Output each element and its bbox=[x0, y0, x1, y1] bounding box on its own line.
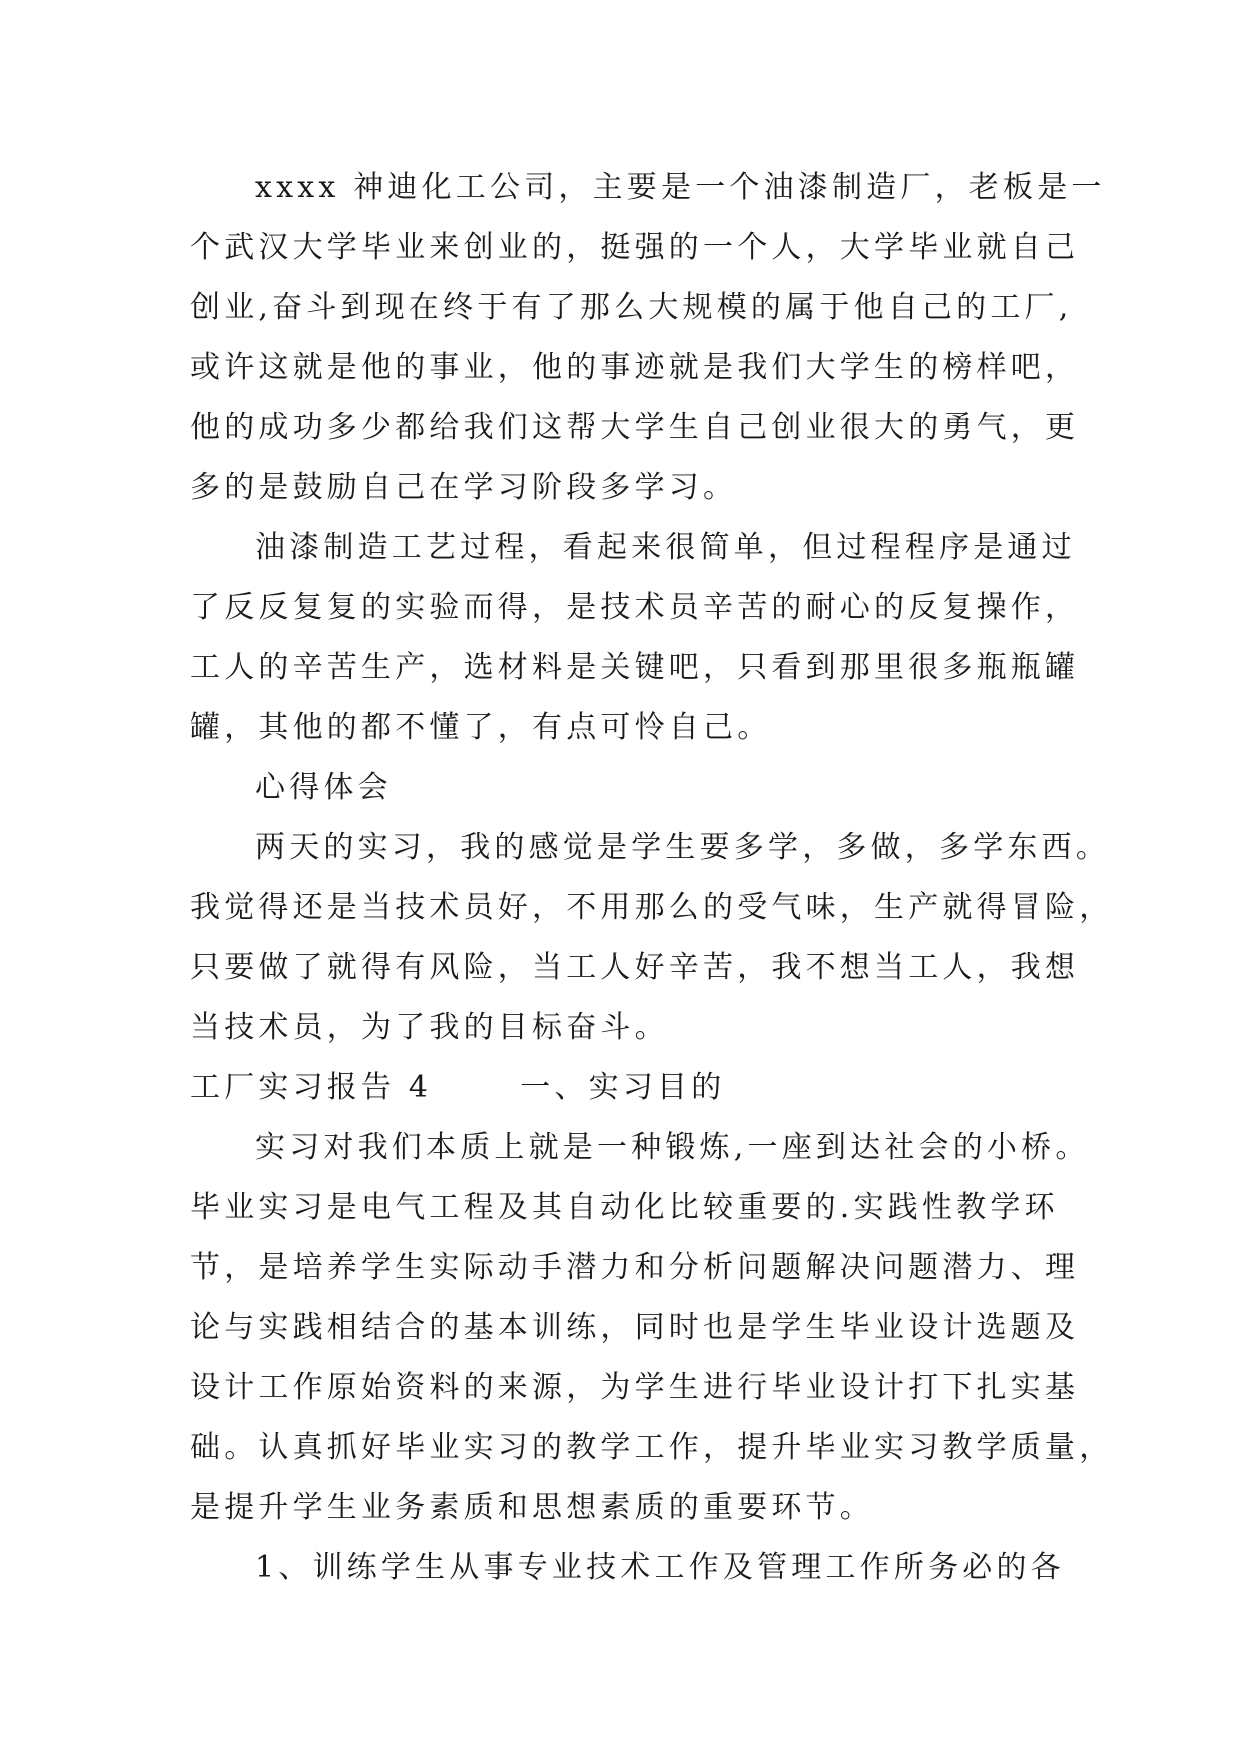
paragraph-line: xxxx 神迪化工公司，主要是一个油漆制造厂，老板是一 bbox=[255, 170, 1106, 205]
paragraph-line: 工人的辛苦生产，选材料是关键吧，只看到那里很多瓶瓶罐 bbox=[190, 650, 1080, 685]
paragraph-line: 创业,奋斗到现在终于有了那么大规模的属于他自己的工厂, bbox=[190, 290, 1073, 325]
report-title: 工厂实习报告 4 bbox=[190, 1070, 433, 1105]
paragraph-line: 设计工作原始资料的来源，为学生进行毕业设计打下扎实基 bbox=[190, 1370, 1080, 1405]
paragraph-line: 节，是培养学生实际动手潜力和分析问题解决问题潜力、理 bbox=[190, 1250, 1080, 1285]
paragraph-line: 两天的实习，我的感觉是学生要多学，多做，多学东西。 bbox=[255, 830, 1110, 865]
paragraph-line: 多的是鼓励自己在学习阶段多学习。 bbox=[190, 470, 738, 505]
list-item: 1、训练学生从事专业技术工作及管理工作所务必的各 bbox=[255, 1550, 1065, 1585]
paragraph-line: 罐，其他的都不懂了，有点可怜自己。 bbox=[190, 710, 772, 745]
paragraph-line: 是提升学生业务素质和思想素质的重要环节。 bbox=[190, 1490, 874, 1525]
subheading: 心得体会 bbox=[255, 770, 392, 805]
paragraph-line: 他的成功多少都给我们这帮大学生自己创业很大的勇气，更 bbox=[190, 410, 1080, 445]
paragraph-line: 论与实践相结合的基本训练，同时也是学生毕业设计选题及 bbox=[190, 1310, 1080, 1345]
paragraph-line: 我觉得还是当技术员好，不用那么的受气味，生产就得冒险， bbox=[190, 890, 1114, 925]
paragraph-line: 当技术员，为了我的目标奋斗。 bbox=[190, 1010, 669, 1045]
paragraph-line: 个武汉大学毕业来创业的，挺强的一个人，大学毕业就自己 bbox=[190, 230, 1080, 265]
paragraph-line: 实习对我们本质上就是一种锻炼,一座到达社会的小桥。 bbox=[255, 1130, 1090, 1165]
section-title: 一、实习目的 bbox=[520, 1070, 726, 1105]
paragraph-line: 只要做了就得有风险，当工人好辛苦，我不想当工人，我想 bbox=[190, 950, 1080, 985]
paragraph-line: 或许这就是他的事业，他的事迹就是我们大学生的榜样吧， bbox=[190, 350, 1080, 385]
report-heading bbox=[190, 1068, 725, 1108]
paragraph-line: 油漆制造工艺过程，看起来很简单，但过程程序是通过 bbox=[255, 530, 1076, 565]
paragraph-line: 础。认真抓好毕业实习的教学工作，提升毕业实习教学质量， bbox=[190, 1430, 1114, 1465]
paragraph-line: 了反反复复的实验而得，是技术员辛苦的耐心的反复操作， bbox=[190, 590, 1080, 625]
paragraph-line: 毕业实习是电气工程及其自动化比较重要的.实践性教学环 bbox=[190, 1190, 1059, 1225]
